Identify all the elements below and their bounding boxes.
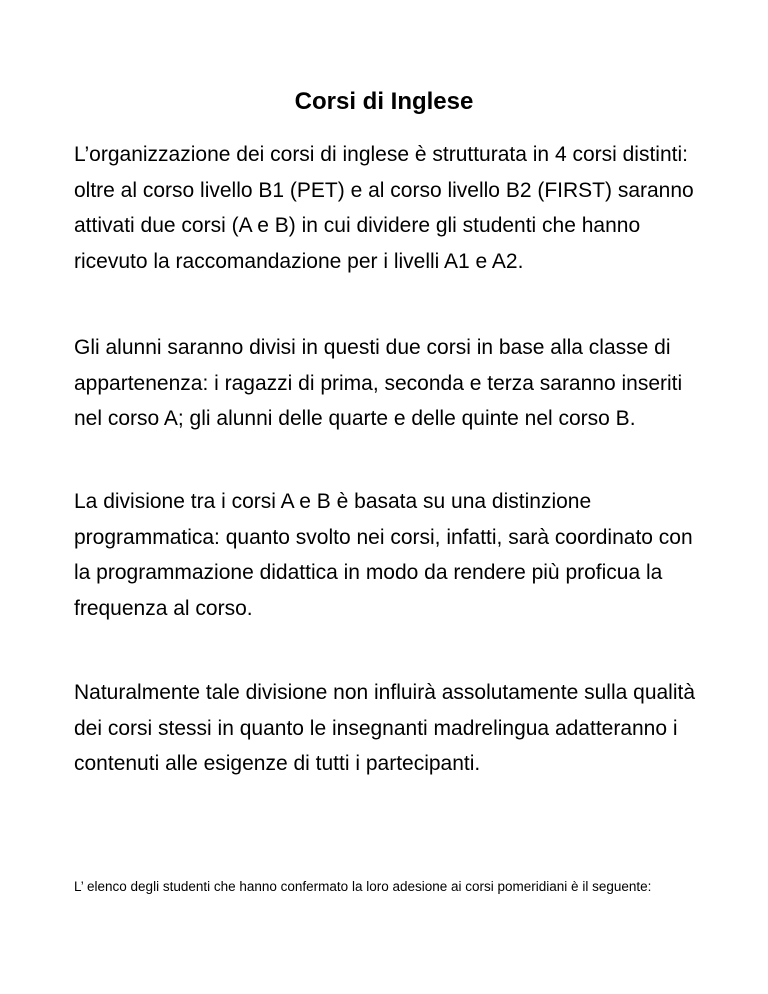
paragraph-program-distinction: La divisione tra i corsi A e B è basata su una distinzione programmatica: quanto svolto nei corsi, infatti, sarà coordinato con la programmazione didattica in modo da rendere più proficua la frequenza al corso. [74, 490, 693, 620]
document-title: Corsi di Inglese [294, 88, 474, 115]
paragraph-course-organization: L’organizzazione dei corsi di inglese è strutturata in 4 corsi distinti: oltre al corso livello B1 (PET) e al corso livello B2 (FIRST) saranno attivati due corsi (A e B) in cui dividere gli studenti che hanno ricevuto la raccomandazione per i livelli A1 e A2. [74, 143, 694, 273]
paragraph-quality-note: Naturalmente tale divisione non influirà assolutamente sulla qualità dei corsi stessi in quanto le insegnanti madrelingua adatteranno i contenuti alle esigenze di tutti i partecipanti. [74, 681, 696, 775]
student-list-intro: L’ elenco degli studenti che hanno confermato la loro adesione ai corsi pomeridiani è il seguente: [74, 879, 652, 894]
paragraph-class-division: Gli alunni saranno divisi in questi due corsi in base alla classe di appartenenza: i ragazzi di prima, seconda e terza saranno inseriti nel corso A; gli alunni delle quarte e delle quinte nel corso B. [74, 336, 683, 430]
